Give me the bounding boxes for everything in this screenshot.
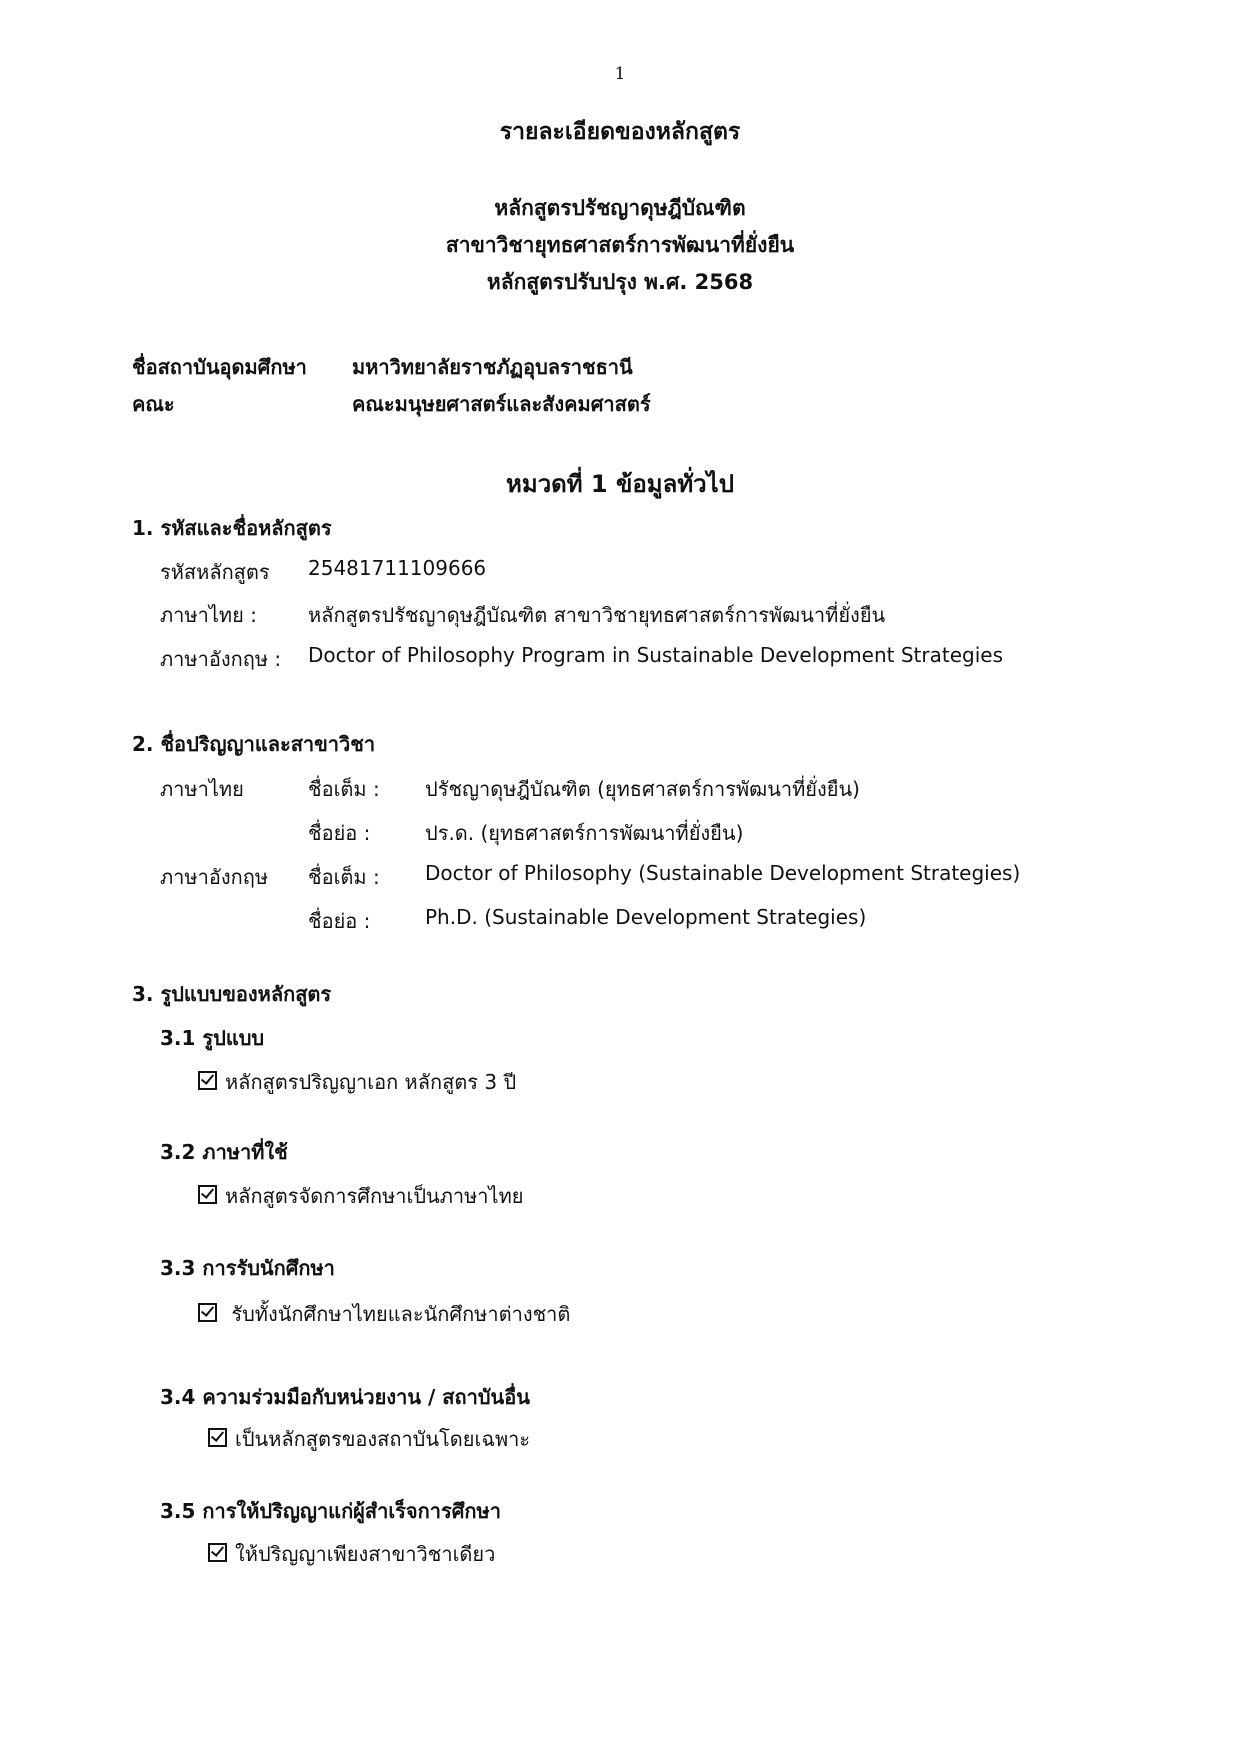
s3-2-heading: 3.2 ภาษาที่ใช้ [160,1140,288,1164]
checkbox-checked-icon [208,1428,227,1447]
s3-4-option [208,1423,530,1455]
institution-value: มหาวิทยาลัยราชภัฏอุบลราชธานี [352,355,633,379]
checkbox-checked-icon [208,1543,227,1562]
s1-english-label: ภาษาอังกฤษ : [160,647,282,671]
s3-3-heading: 3.3 การรับนักศึกษา [160,1256,335,1280]
s3-5-option-label: ให้ปริญญาเพียงสาขาวิชาเดียว [235,1542,496,1566]
s2-english-abbr-value: Ph.D. (Sustainable Development Strategies) [425,905,867,929]
s3-4-heading: 3.4 ความร่วมมือกับหน่วยงาน / สถาบันอื่น [160,1385,530,1409]
s2-thai-full-value: ปรัชญาดุษฎีบัณฑิต (ยุทธศาสตร์การพัฒนาที่ยั่งยืน) [425,777,860,801]
s3-5-option [208,1538,495,1570]
s3-4-option-label: เป็นหลักสูตรของสถาบันโดยเฉพาะ [235,1427,531,1451]
s2-thai-abbr-value: ปร.ด. (ยุทธศาสตร์การพัฒนาที่ยั่งยืน) [425,821,744,845]
institution-label: ชื่อสถาบันอุดมศึกษา [132,355,307,379]
checkbox-checked-icon [198,1185,217,1204]
faculty-label: คณะ [132,392,175,416]
s1-heading: 1. รหัสและชื่อหลักสูตร [132,516,332,540]
faculty-value: คณะมนุษยศาสตร์และสังคมศาสตร์ [352,392,651,416]
checkbox-checked-icon [198,1303,217,1322]
s3-heading: 3. รูปแบบของหลักสูตร [132,982,332,1006]
s2-heading: 2. ชื่อปริญญาและสาขาวิชา [132,732,376,756]
s3-3-option [198,1298,570,1330]
s3-3-option-label: รับทั้งนักศึกษาไทยและนักศึกษาต่างชาติ [225,1302,571,1326]
s2-thai-abbr-label: ชื่อย่อ : [308,821,371,845]
s2-english-full-value: Doctor of Philosophy (Sustainable Development Strategies) [425,861,1021,885]
s2-thai-label: ภาษาไทย [160,777,244,801]
s3-2-option-label: หลักสูตรจัดการศึกษาเป็นภาษาไทย [225,1184,524,1208]
section-title: หมวดที่ 1 ข้อมูลทั่วไป [506,470,734,498]
s3-2-option [198,1180,524,1212]
s2-english-label: ภาษาอังกฤษ [160,865,269,889]
s2-english-abbr-label: ชื่อย่อ : [308,909,371,933]
s1-english-value: Doctor of Philosophy Program in Sustainable Development Strategies [308,643,1003,667]
page-number: 1 [614,64,626,84]
s1-code-value: 25481711109666 [308,556,487,580]
document-title: รายละเอียดของหลักสูตร [499,119,741,145]
s3-5-heading: 3.5 การให้ปริญญาแก่ผู้สำเร็จการศึกษา [160,1499,501,1523]
s3-1-heading: 3.1 รูปแบบ [160,1026,265,1050]
checkbox-checked-icon [198,1071,217,1090]
s3-1-option [198,1066,516,1098]
s1-thai-value: หลักสูตรปรัชญาดุษฎีบัณฑิต สาขาวิชายุทธศาสตร์การพัฒนาที่ยั่งยืน [308,603,886,627]
s2-english-full-label: ชื่อเต็ม : [308,865,380,889]
s2-thai-full-label: ชื่อเต็ม : [308,777,380,801]
s1-code-label: รหัสหลักสูตร [160,560,270,584]
program-name: หลักสูตรปรัชญาดุษฎีบัณฑิต [494,196,746,220]
s3-1-option-label: หลักสูตรปริญญาเอก หลักสูตร 3 ปี [225,1070,517,1094]
s1-thai-label: ภาษาไทย : [160,603,257,627]
program-major: สาขาวิชายุทธศาสตร์การพัฒนาที่ยั่งยืน [445,233,795,257]
program-revision: หลักสูตรปรับปรุง พ.ศ. 2568 [486,270,754,294]
